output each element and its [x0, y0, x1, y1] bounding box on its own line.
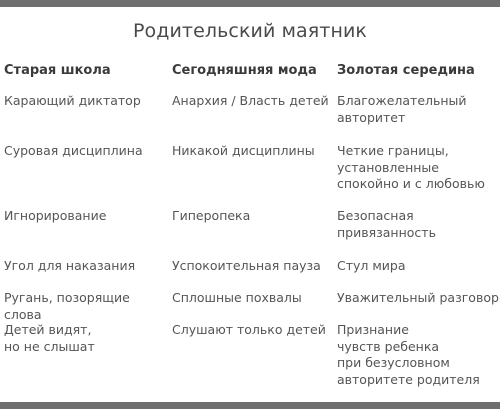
table-cell: Признание чувств ребенка при безусловном авторитете родителя [337, 322, 480, 387]
table-cell: Детей видят, но не слышат [4, 322, 95, 354]
table-cell: Игнорирование [4, 208, 107, 223]
table-cell: Стул мира [337, 258, 406, 273]
table-cell: Анархия / Власть детей [172, 93, 329, 108]
column-header-modern-trend: Сегодняшняя мода [172, 63, 317, 78]
page-title: Родительский маятник [132, 20, 368, 42]
column-header-golden-mean: Золотая середина [337, 63, 475, 78]
table-cell: Гиперопека [172, 208, 251, 223]
table-cell: Успокоительная пауза [172, 258, 321, 273]
column-header-old-school: Старая школа [4, 63, 111, 78]
comparison-table [0, 63, 500, 398]
table-cell: Благожелательный авторитет [337, 93, 467, 125]
table-cell: Сплошные похвалы [172, 290, 302, 305]
table-cell: Ругань, позорящие слова [4, 290, 130, 322]
table-cell: Слушают только детей [172, 322, 326, 337]
table-cell: Угол для наказания [4, 258, 136, 273]
table-cell: Безопасная привязанность [337, 208, 436, 240]
table-cell: Карающий диктатор [4, 93, 141, 108]
bottom-rule [0, 402, 500, 409]
table-cell: Уважительный разговор [337, 290, 499, 305]
table-header [0, 63, 500, 85]
table-cell: Суровая дисциплина [4, 143, 143, 158]
table-cell: Никакой дисциплины [172, 143, 315, 158]
top-rule [0, 0, 500, 7]
table-cell: Четкие границы, установленные спокойно и с любовью [337, 143, 485, 191]
